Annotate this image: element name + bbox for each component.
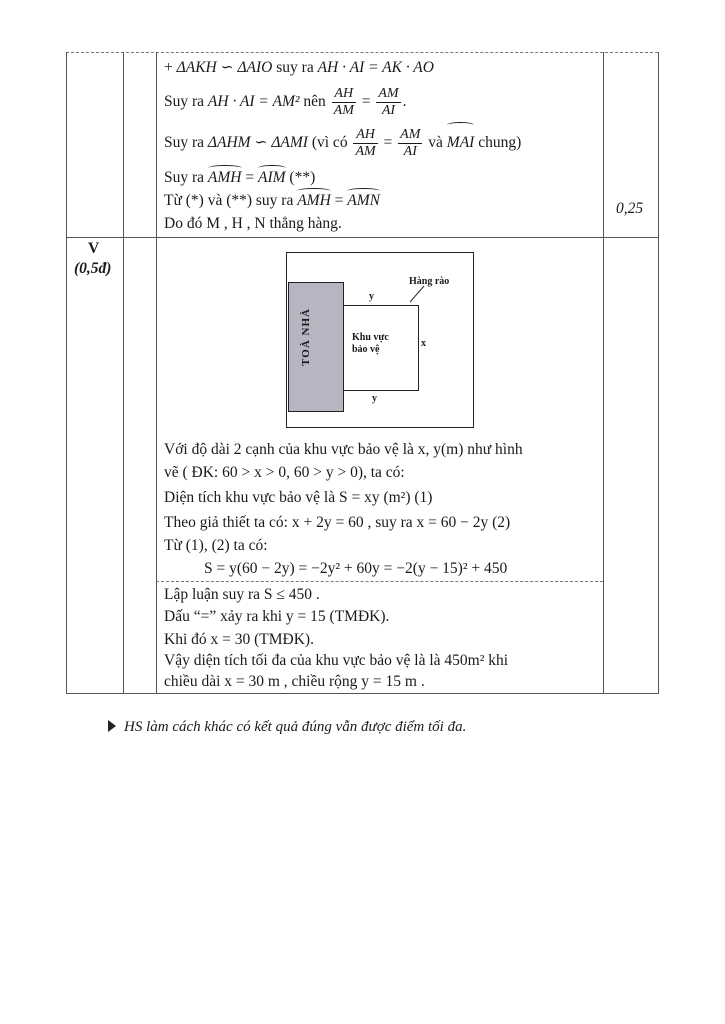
fraction-ah-am: $\frac{AH}{AM}$ [333, 85, 354, 118]
arrow-bullet-icon [108, 720, 116, 732]
conclusion-line-3: Khi đó x = 30 (TMĐK). [164, 631, 314, 648]
score-cell: 0,25 [616, 200, 644, 217]
conclusion-line-4: Vậy diện tích tối đa của khu vực bảo vệ là là 450m² khi [164, 652, 509, 669]
proof-line-3: Suy ra ΔAHM ∽ ΔAMI (vì có $\frac{AH}{AM}$ = $\frac{AM}{AI}$ và MAI chung) [164, 125, 521, 161]
protection-area-diagram [286, 252, 474, 428]
proof-line-1: + ΔAKH ∽ ΔAIO suy ra AH · AI = AK · AO [164, 59, 434, 76]
zone-label-line-2: bảo vệ [352, 344, 380, 355]
question-number: V [88, 240, 100, 257]
table-top-border [66, 52, 658, 53]
dimension-y-top: y [369, 291, 374, 302]
solution-line-4: Theo giả thiết ta có: x + 2y = 60 , suy ra x = 60 − 2y (2) [164, 514, 511, 531]
table-left-border [66, 52, 67, 694]
zone-label-line-1: Khu vực [352, 332, 389, 343]
question-points: (0,5đ) [74, 260, 112, 277]
solution-line-5: Từ (1), (2) ta có: [164, 537, 268, 554]
solution-line-1: Với độ dài 2 cạnh của khu vực bảo vệ là x, y(m) như hình [164, 441, 523, 458]
solution-equation: S = y(60 − 2y) = −2y² + 60y = −2(y − 15)² + 450 [204, 560, 508, 577]
conclusion-line-1: Lập luận suy ra S ≤ 450 . [164, 586, 320, 603]
proof-line-5: Từ (*) và (**) suy ra AMH = AMN [164, 192, 381, 209]
building-label: TOÀ NHÀ [300, 308, 312, 366]
table-bottom-border [66, 693, 659, 694]
proof-line-6: Do đó M , H , N thẳng hàng. [164, 215, 342, 232]
proof-line-4: Suy ra AMH = AIM (**) [164, 169, 316, 186]
conclusion-line-5: chiều dài x = 30 m , chiều rộng y = 15 m . [164, 673, 425, 690]
fraction-am-ai: $\frac{AM}{AI}$ [378, 85, 399, 118]
conclusion-line-2: Dấu “=” xảy ra khi y = 15 (TMĐK). [164, 608, 390, 625]
fence-label: Hàng rào [409, 276, 450, 287]
column-divider-3 [603, 52, 604, 694]
footer-note: HS làm cách khác có kết quả đúng vẫn được điểm tối đa. [108, 719, 466, 736]
table-right-border [658, 52, 659, 694]
fraction-ah-am-2: $\frac{AH}{AM}$ [355, 126, 376, 159]
fraction-am-ai-2: $\frac{AM}{AI}$ [400, 126, 421, 159]
row-divider [66, 237, 659, 238]
column-divider-1 [123, 52, 124, 694]
dimension-y-bottom: y [372, 393, 377, 404]
solution-line-3: Diện tích khu vực bảo vệ là S = xy (m²) (1) [164, 489, 433, 506]
sub-row-divider [156, 581, 603, 582]
solution-line-2: vẽ ( ĐK: 60 > x > 0, 60 > y > 0), ta có: [164, 464, 405, 481]
column-divider-2 [156, 52, 157, 694]
dimension-x-side: x [421, 338, 426, 349]
proof-line-2: Suy ra AH · AI = AM² nên $\frac{AH}{AM}$ = $\frac{AM}{AI}$ . [164, 85, 407, 118]
